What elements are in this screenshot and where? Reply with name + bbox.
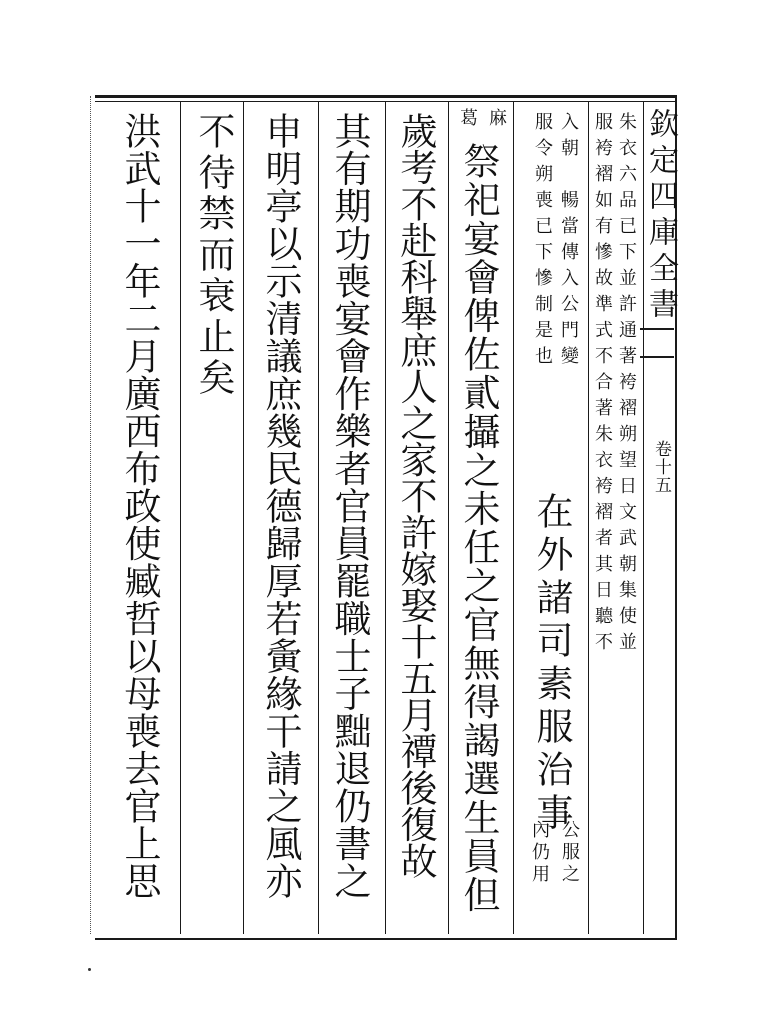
text-column-3b: 葛 — [457, 108, 478, 134]
margin-binding-line — [90, 96, 95, 934]
column-rule — [385, 101, 386, 934]
column-rule — [318, 101, 319, 934]
column-rule — [448, 101, 449, 934]
text-column-2b: 服令朔喪已下慘制是也 — [532, 112, 553, 372]
page-frame — [95, 95, 677, 940]
text-column-5: 其有期功喪宴會作樂者官員罷職士子黜退仍書之 — [328, 112, 371, 900]
text-column-6: 申明亭以示清議庶幾民德歸厚若夤緣干請之風亦 — [259, 112, 302, 900]
text-column-3a: 麻 — [486, 108, 507, 134]
column-rule — [588, 101, 589, 934]
text-column-2c: 在外諸司素服治事 — [530, 492, 573, 836]
text-column-2a: 入朝 暢當傳入公門變 — [558, 112, 579, 372]
ink-speck — [88, 968, 91, 971]
text-column-4: 歲考不赴科舉庶人之家不許嫁娶十五月禫後復故 — [394, 112, 437, 879]
text-column-1b: 服袴褶如有慘故準式不合著朱衣袴褶者其日聽不 — [592, 112, 613, 658]
column-rule — [243, 101, 244, 934]
text-column-3: 祭祀宴會俾佐貳攝之未任之官無得謁選生員但 — [457, 142, 500, 914]
text-column-8: 洪武十一年二月廣西布政使臧哲以母喪去官上思 — [118, 112, 161, 900]
text-column-2e: 內仍用 — [529, 820, 550, 886]
fold-mark — [640, 328, 674, 358]
volume-label: 卷十五 — [651, 440, 671, 494]
column-rule — [513, 101, 514, 934]
text-column-2d: 公服之 — [559, 820, 580, 886]
book-title: 欽定四庫全書 — [643, 108, 678, 324]
text-column-1a: 朱衣六品已下並許通著袴褶朔望日文武朝集使並 — [616, 112, 637, 658]
column-rule — [180, 101, 181, 934]
text-column-7: 不待禁而衰止矣 — [192, 112, 235, 399]
